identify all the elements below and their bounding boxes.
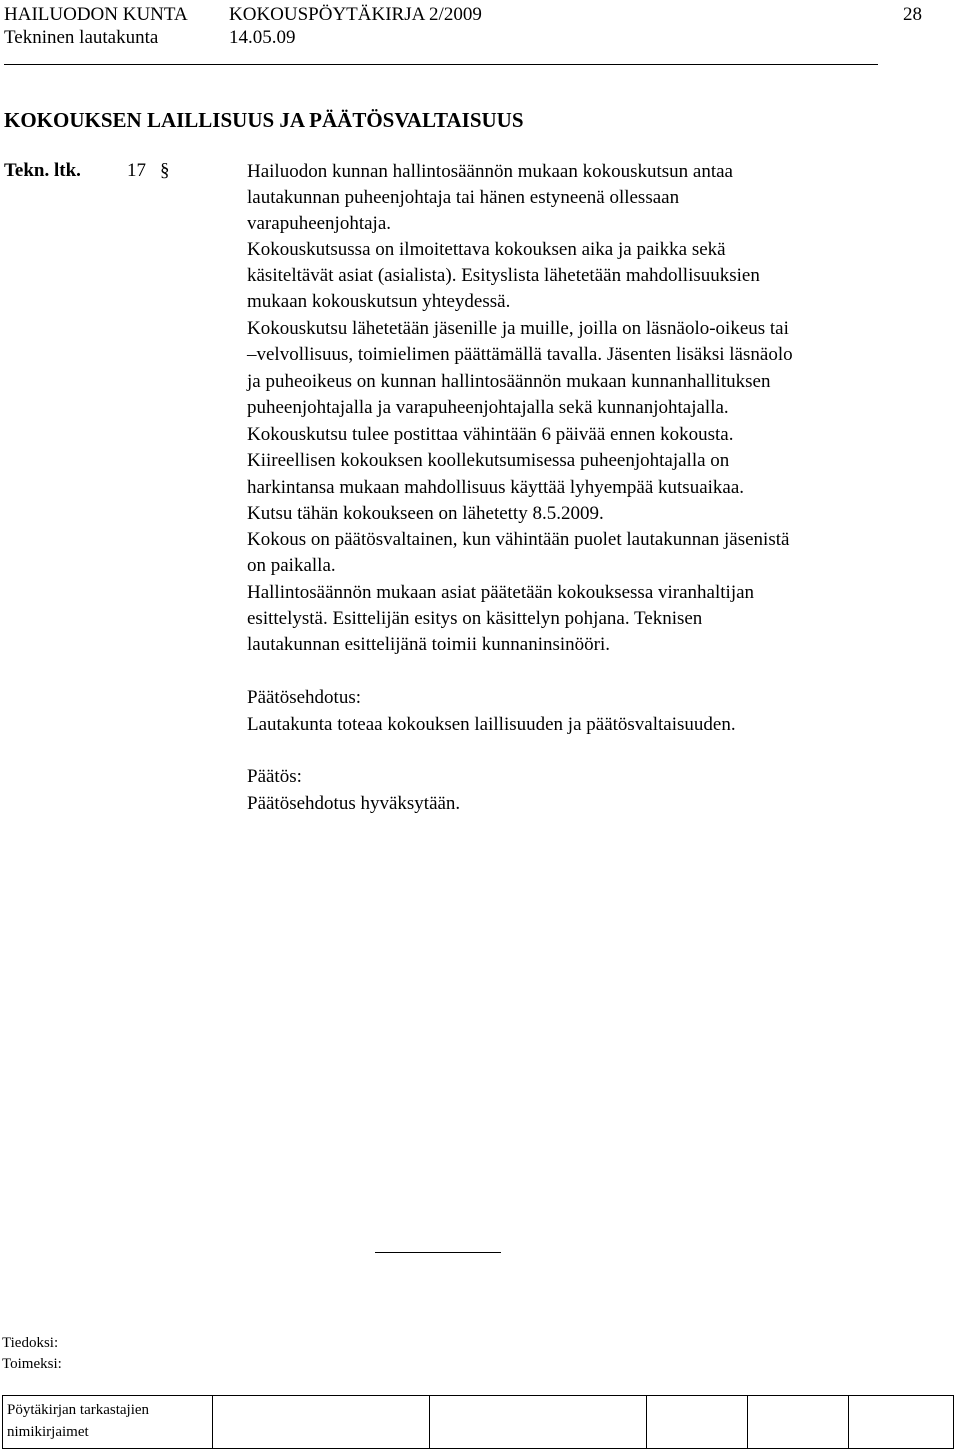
signature-table (2, 1395, 954, 1449)
header-date: 14.05.09 (229, 27, 296, 48)
body-line: Kokouskutsu tulee postittaa vähintään 6 päivää ennen kokousta. (247, 424, 734, 445)
body-line: käsiteltävät asiat (asialista). Esityslista lähetetään mahdollisuuksien (247, 265, 760, 286)
body-line: lautakunnan puheenjohtaja tai hänen estyneenä ollessaan (247, 187, 680, 208)
body-line: –velvollisuus, toimielimen päättämällä tavalla. Jäsenten lisäksi läsnäolo (247, 344, 793, 365)
separator-rule (375, 1252, 501, 1253)
body-line: varapuheenjohtaja. (247, 213, 392, 234)
body-line: Kokouskutsu lähetetään jäsenille ja muille, joilla on läsnäolo-oikeus tai (247, 318, 789, 339)
signature-label-cell (3, 1396, 213, 1449)
action-label: Toimeksi: (2, 1356, 62, 1372)
header-doc-title: KOKOUSPÖYTÄKIRJA 2/2009 (229, 4, 482, 25)
info-label: Tiedoksi: (2, 1335, 59, 1351)
body-line: esittelystä. Esittelijän esitys on käsittelyn pohjana. Teknisen (247, 608, 703, 629)
body-line: mukaan kokouskutsun yhteydessä. (247, 291, 511, 312)
decision-label: Päätös: (247, 766, 302, 787)
body-line: Kiireellisen kokouksen koollekutsumisessa puheenjohtajalla on (247, 450, 730, 471)
body-line: on paikalla. (247, 555, 336, 576)
decision-text: Päätösehdotus hyväksytään. (247, 793, 461, 814)
signature-label-line: nimikirjaimet (7, 1424, 89, 1440)
proposal-text: Lautakunta toteaa kokouksen laillisuuden ja päätösvaltaisuuden. (247, 714, 736, 735)
section-symbol: § (160, 160, 170, 181)
signature-cell (647, 1396, 748, 1449)
page-title: KOKOUKSEN LAILLISUUS JA PÄÄTÖSVALTAISUUS (4, 108, 524, 132)
page-number: 28 (903, 4, 922, 25)
body-line: Hallintosäännön mukaan asiat päätetään kokouksessa viranhaltijan (247, 582, 755, 603)
signature-cell (430, 1396, 647, 1449)
body-line: lautakunnan esittelijänä toimii kunnaninsinööri. (247, 634, 611, 655)
signature-cell (748, 1396, 849, 1449)
header-rule (4, 64, 878, 65)
signature-cell (213, 1396, 430, 1449)
body-line: Kutsu tähän kokoukseen on lähetetty 8.5.2009. (247, 503, 604, 524)
section-number: 17 (127, 160, 146, 181)
signature-cell (849, 1396, 954, 1449)
proposal-label: Päätösehdotus: (247, 687, 361, 708)
body-line: puheenjohtajalla ja varapuheenjohtajalla sekä kunnanjohtajalla. (247, 397, 729, 418)
section-org-label: Tekn. ltk. (4, 160, 81, 181)
signature-label-line: Pöytäkirjan tarkastajien (7, 1402, 150, 1418)
header-org: HAILUODON KUNTA (4, 4, 188, 25)
body-line: Kokous on päätösvaltainen, kun vähintään puolet lautakunnan jäsenistä (247, 529, 790, 550)
body-line: Hailuodon kunnan hallintosäännön mukaan kokouskutsun antaa (247, 161, 733, 182)
body-line: ja puheoikeus on kunnan hallintosäännön mukaan kunnanhallituksen (247, 371, 771, 392)
header-board: Tekninen lautakunta (4, 27, 159, 48)
body-line: Kokouskutsussa on ilmoitettava kokouksen aika ja paikka sekä (247, 239, 726, 260)
body-line: harkintansa mukaan mahdollisuus käyttää lyhyempää kutsuaikaa. (247, 477, 745, 498)
